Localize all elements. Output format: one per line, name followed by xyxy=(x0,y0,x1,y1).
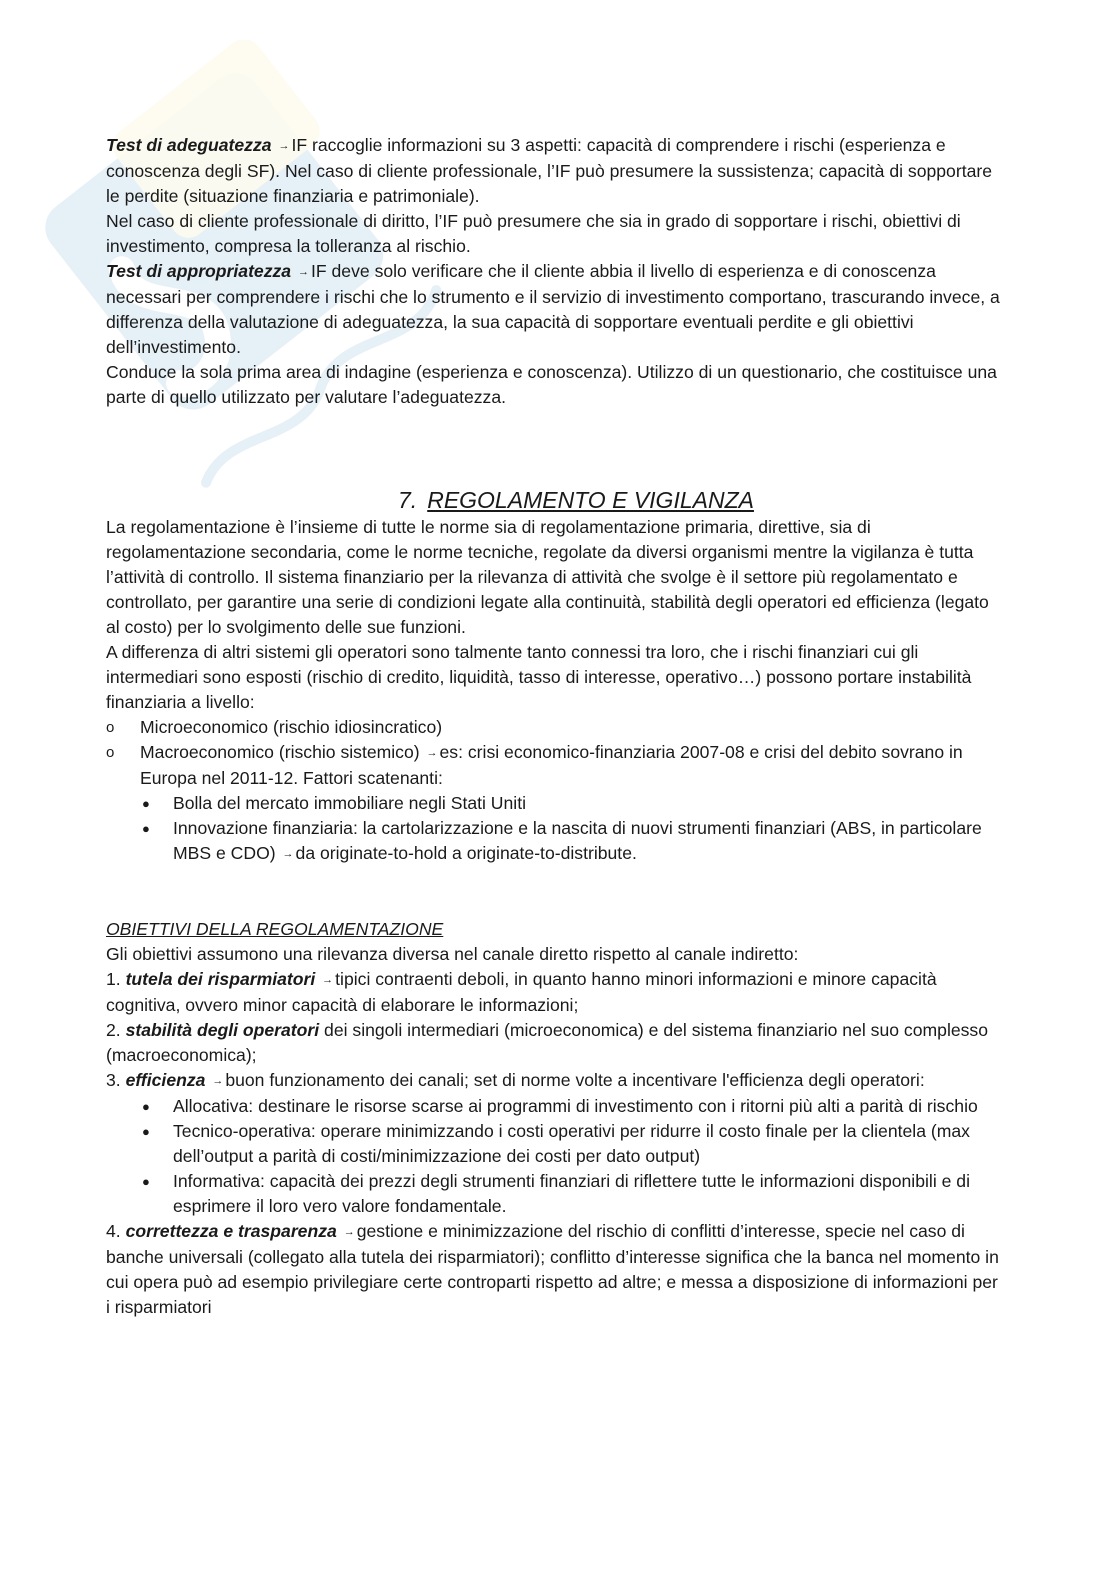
objective-4: 4. correttezza e trasparenza → gestione e minimizzazione del rischio di conflitti d’interesse, specie nel caso di banche universali (collegato alla tutela dei risparmiatori); conflitto d’interesse significa che la banca nel momento in cui opera può ad esempio privilegiare certe controparti rispetto ad altre; e messa a disposizione di informazioni per i risparmiatori xyxy=(106,1221,999,1317)
appropriatezza-text: IF deve solo verificare che il cliente abbia il livello di esperienza e di conoscenza necessari per comprendere i rischi che lo strumento e il servizio di investimento comportano, trascurando invece, a differenza della valutazione di adeguatezza, la sua capacità di sopportare eventuali perdite e gli obiettivi dell’investimento. xyxy=(106,261,1000,357)
adeguatezza-text: IF raccoglie informazioni su 3 aspetti: capacità di comprendere i rischi (esperienza e conoscenza degli SF). Nel caso di cliente professionale, l’IF può presumere la sussistenza; capacità di sopportare le perdite (situazione finanziaria e patrimoniale). xyxy=(106,135,993,206)
arrow-icon: → xyxy=(343,1226,355,1238)
section-title: REGOLAMENTO E VIGILANZA xyxy=(427,487,754,513)
bullet-icon: ● xyxy=(142,796,150,811)
bullet-icon: ● xyxy=(142,1174,150,1189)
list-item: ● Allocativa: destinare le risorse scarse ai programmi di investimento con i ritorni più alti a parità di rischio xyxy=(106,1094,1006,1119)
section-heading xyxy=(106,485,1006,515)
term-appropriatezza: Test di appropriatezza xyxy=(106,261,292,281)
paragraph-rischi: A differenza di altri sistemi gli operatori sono talmente tanto connessi tra loro, che i rischi finanziari cui gli intermediari sono esposti (rischio di credito, liquidità, tasso di interesse, operativo…) possono portare instabilità finanziaria a livello: xyxy=(106,642,972,712)
paragraph-regolamentazione: La regolamentazione è l’insieme di tutte le norme sia di regolamentazione primaria, direttive, sia di regolamentazione secondaria, come le norme tecniche, regolate da diversi organismi mentre la vigilanza è tutta l’attività di controllo. Il sistema finanziario per la rilevanza di attività che svolge è il settore più regolamentato e controllato, per garantire una serie di condizioni legate alla continuità, stabilità degli operatori ed efficienza (legato al costo) per lo svolgimento delle sue funzioni. xyxy=(106,517,989,637)
objective-3: 3. efficienza → buon funzionamento dei canali; set di norme volte a incentivare l'efficienza degli operatori: xyxy=(106,1070,925,1090)
document-page xyxy=(106,133,1006,1320)
objectives-intro: Gli obiettivi assumono una rilevanza diversa nel canale diretto rispetto al canale indiretto: xyxy=(106,944,799,964)
list-item: ● Innovazione finanziaria: la cartolarizzazione e la nascita di nuovi strumenti finanziari (ABS, in particolare MBS e CDO) → da originate-to-hold a originate-to-distribute. xyxy=(142,818,982,863)
list-item: o Microeconomico (rischio idiosincratico) xyxy=(106,715,1006,740)
arrow-icon: → xyxy=(212,1075,224,1087)
arrow-icon: → xyxy=(298,266,309,278)
paragraph-appropriatezza xyxy=(106,259,1006,360)
objective-1: 1. tutela dei risparmiatori → tipici contraenti deboli, in quanto hanno minori informazioni e minore capacità cognitiva, ovvero minor capacità di elaborare le informazioni; xyxy=(106,969,937,1015)
term-adeguatezza: Test di adeguatezza xyxy=(106,135,272,155)
objective-term: stabilità degli operatori xyxy=(125,1020,320,1040)
list-item: ● Bolla del mercato immobiliare negli Stati Uniti xyxy=(140,791,1006,816)
list-item: ● Informativa: capacità dei prezzi degli strumenti finanziari di riflettere tutte le informazioni disponibili e di esprimere il loro vero valore fondamentale. xyxy=(142,1171,970,1216)
bullet-icon: ● xyxy=(142,1124,150,1139)
objective-2: 2. stabilità degli operatori dei singoli intermediari (microeconomica) e del sistema finanziario nel suo complesso (macroeconomica); xyxy=(106,1020,989,1065)
arrow-icon: → xyxy=(322,974,334,986)
efficiency-list xyxy=(106,1094,1006,1219)
paragraph-adeguatezza xyxy=(106,133,1006,209)
bullet-icon: ● xyxy=(142,821,150,836)
bullet-icon: ● xyxy=(142,1099,150,1114)
arrow-icon: → xyxy=(278,140,290,152)
factors-list xyxy=(140,791,1006,867)
instability-levels-list xyxy=(106,715,1006,867)
list-item: ● Tecnico-operativa: operare minimizzando i costi operativi per ridurre il costo finale per la clientela (max dell’output a parità di costi/minimizzazione dei costi per dato output) xyxy=(142,1121,970,1166)
objective-term: tutela dei risparmiatori xyxy=(125,969,316,989)
arrow-icon: → xyxy=(282,848,294,860)
list-item: o Macroeconomico (rischio sistemico) → es: crisi economico-finanziaria 2007-08 e crisi del debito sovrano in Europa nel 2011-12. Fattori scatenanti: ● Bolla del mercato immobiliare negli Stati Uniti ● Innovazione finanziaria: la cartolarizzazione e la nascita di nuovi strumenti finanziari (ABS, in particolare MBS e CDO) → da originate-to-hold a originate-to-distribute. xyxy=(106,740,1006,867)
section-number: 7. xyxy=(398,487,418,513)
paragraph-adeguatezza-2: Nel caso di cliente professionale di diritto, l’IF può presumere che sia in grado di sopportare i rischi, obiettivi di investimento, compresa la tolleranza al rischio. xyxy=(106,211,961,256)
paragraph-appropriatezza-2: Conduce la sola prima area di indagine (esperienza e conoscenza). Utilizzo di un questionario, che costituisce una parte di quello utilizzato per valutare l’adeguatezza. xyxy=(106,362,997,407)
objective-term: efficienza xyxy=(125,1070,206,1090)
objectives-heading: OBIETTIVI DELLA REGOLAMENTAZIONE xyxy=(106,919,444,939)
arrow-icon: → xyxy=(426,747,438,759)
circle-bullet-icon: o xyxy=(106,744,115,761)
objective-term: correttezza e trasparenza xyxy=(125,1221,337,1241)
circle-bullet-icon: o xyxy=(106,719,115,736)
